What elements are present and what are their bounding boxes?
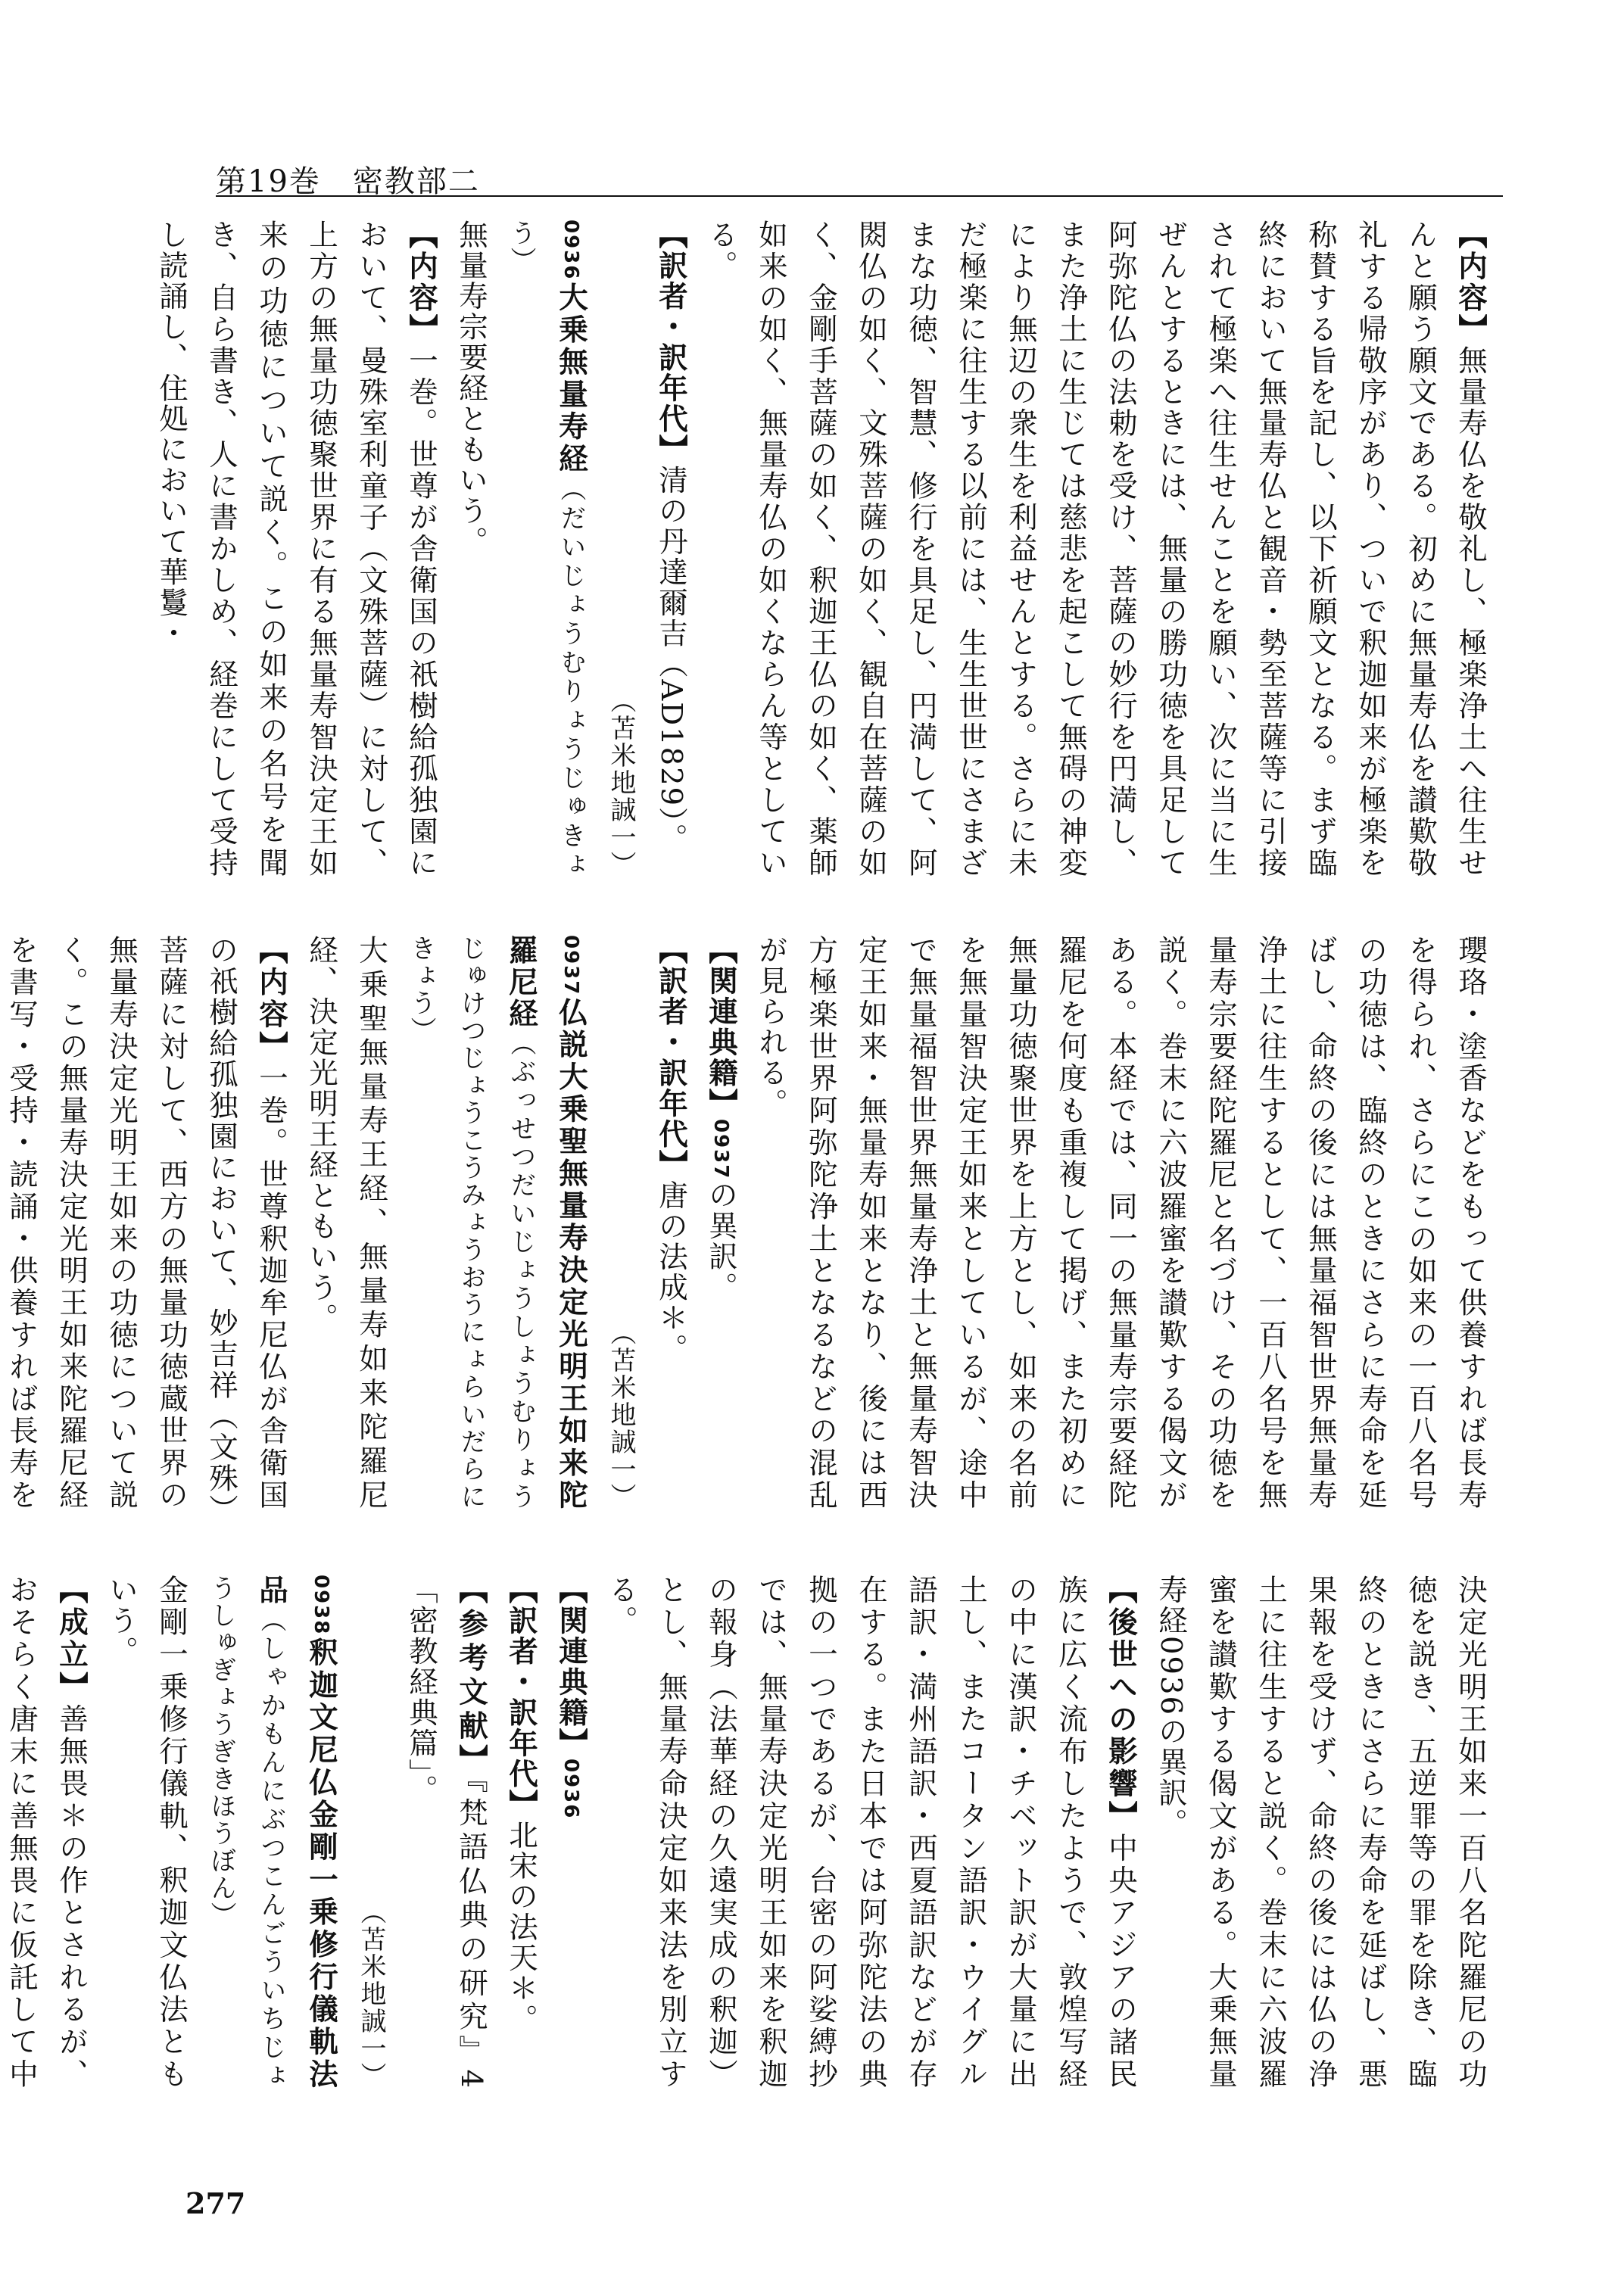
tier3-col-alias [96,1575,196,2089]
entry-number-ref: 0937 [709,1119,732,1180]
body-text: 中央アジアの諸民族に広く流布したようで、敦煌写経の中に漢訳・チベット訳が大量に出土し、またコータン語訳・ウイグル語訳・満州語訳・西夏語訳などが存在する。また日本では阿弥陀法の典拠の一つであるが、台密の阿娑縛抄では、無量寿決定光明王如来を釈迦の報身（法華経の久遠実成の釈迦）とし、無量寿命決定如来法を別立する。 [604,1575,1138,2090]
body-text: 大乗聖無量寿王経、無量寿如来陀羅尼経、決定光明王経ともいう。 [304,935,388,1510]
tier1-col-alias [446,220,496,878]
author-credit [596,935,646,1510]
running-head: 第19巻 密教部二 [216,164,480,199]
text-tier-3 [5,1575,1495,2090]
tier3-col-continued [1146,1575,1495,2089]
text-tier-1 [154,220,1495,879]
body-text: 一巻。世尊が舎衛国の祇樹給孤独園において、曼殊室利童子（文殊菩薩）に対して、上方の無量功徳聚世界に有る無量寿智決定王如来の功徳について説く。この如来の名号を聞き、自ら書き、人に書かしめ、経巻にして受持し読誦し、住処において華鬘・ [154,220,438,879]
tier2-col-translator [646,935,696,1510]
body-text: 『梵語仏典の研究』4「密教経典篇」。 [404,1575,488,2090]
entry-reading: （しゃかもんにぶつこんごういちじょうしゅぎょうぎきほうぼん） [206,1575,286,2090]
tier2-col-alias [296,935,396,1510]
body-text: 瓔珞・塗香などをもって供養すれば長寿を得られ、さらにこの如来の一百八名号の功徳は、臨終のときにさらに寿命を延ばし、命終の後には無量福智世界無量寿浄土に往生するとして、一百八名号を無量寿宗要経陀羅尼と名づけ、その功徳を説く。巻末に六波羅蜜を讃歎する偈文がある。本経では、同一の無量寿宗要経陀羅尼を何度も重複して掲げ、また初めに無量功徳聚世界を上方とし、如来の名前を無量智決定王如来としているが、途中で無量福智世界無量寿浄土と無量寿智決定王如来・無量寿如来となり、後には西方極楽世界阿弥陀浄土となるなどの混乱が見られる。 [754,935,1488,1510]
tier3-col-related [546,1575,596,2089]
entry-number-ref: 0936 [560,1759,582,1820]
body-text: 善無畏＊の作とされるが、おそらく唐末に善無畏に仮託して中 [5,1575,89,2090]
entry-number: 0938 [310,1575,332,1636]
section-label: 【訳者・訳年代】 [654,220,688,465]
body-text: 無量寿仏を敬礼し、極楽浄土へ往生せんと願う願文である。初めに無量寿仏を讃歎敬礼する帰敬序があり、ついで釈迦如来が極楽を称賛する旨を記し、以下祈願文となる。まず臨終において無量寿仏と観音・勢至菩薩等に引接されて極楽へ往生せんことを願い、次に当に生ぜんとするときには、無量の勝功徳を具足して阿弥陀仏の法勅を受け、菩薩の妙行を円満し、また浄土に生じては慈悲を起こして無碍の神変により無辺の衆生を利益せんとする。さらに未だ極楽に往生する以前には、生生世世にさまざまな功徳、智慧、修行を具足し、円満して、阿閦仏の如く、文殊菩薩の如く、観自在菩薩の如く、金剛手菩薩の如く、釈迦王仏の如く、薬師如来の如く、無量寿仏の如くならん等としている。 [704,220,1488,879]
entry-heading-0938 [196,1575,346,2089]
section-label: 【内容】 [404,220,438,345]
body-text: 北宋の法天＊。 [504,1820,538,2035]
section-label: 【関連典籍】 [554,1575,588,1759]
author-name: （苫米地誠一） [356,1899,386,2089]
entry-title: 仏説大乗聖無量寿決定光明王如来陀羅尼経 [504,935,588,1510]
entry-heading-0937 [396,935,596,1510]
tier2-col-continued [746,935,1495,1510]
tier3-col-origin [0,1575,96,2089]
entry-number: 0937 [560,935,582,996]
entry-heading-0936 [496,220,596,878]
tier1-col-translator [646,220,696,878]
section-label: 【成立】 [55,1575,89,1704]
tier3-col-translator [496,1575,546,2089]
tier3-col-references [396,1575,496,2089]
entry-title: 大乗無量寿経 [554,280,588,476]
section-label: 【参考文献】 [454,1575,488,1779]
entry-number: 0936 [560,220,582,281]
author-name: （苫米地誠一） [606,687,636,878]
section-label: 【訳者・訳年代】 [504,1575,538,1820]
author-credit [596,220,646,878]
section-label: 【内容】 [1454,220,1488,345]
tier2-col-related [696,935,746,1510]
body-text: 決定光明王如来一百八名陀羅尼の功徳を説き、五逆罪等の罪を除き、臨終のときにさらに寿命を延ばし、悪果報を受けず、命終の後には仏の浄土に往生すると説く。巻末に六波羅蜜を讃歎する偈文がある。大乗無量寿経0936の異訳。 [1154,1575,1488,2089]
author-name: （苫米地誠一） [606,1319,636,1510]
entry-title: 釈迦文尼仏金剛一乗修行儀軌法品 [254,1575,338,2089]
body-text: 無量寿宗要経ともいう。 [454,220,488,557]
section-label: 【訳者・訳年代】 [654,935,688,1180]
page-number: 277 [185,2186,246,2220]
section-label: 【内容】 [254,935,288,1064]
body-text: の異訳。 [704,1179,738,1303]
entry-reading: （ぶっせつだいじょうしょうむりょうじゅけつじょうこうみょうおうにょらいだらにきょう） [406,935,536,1511]
text-tier-2 [5,935,1495,1511]
body-text: 唐の法成＊。 [654,1180,688,1364]
header-rule [216,195,1503,197]
tier3-col-influence [596,1575,1146,2089]
tier2-col-content-0937 [0,935,296,1510]
tier1-col-content-0936 [146,220,446,878]
body-text: 清の丹達爾吉（AD1829）。 [654,465,688,854]
section-label: 【後世への影響】 [1104,1575,1138,1833]
tier1-col-content [696,220,1495,878]
entry-reading: （だいじょうむりょうじゅきょう） [506,220,586,879]
section-label: 【関連典籍】 [704,935,738,1119]
body-text: 一巻。世尊釈迦牟尼仏が舎衛国の祇樹給孤独園において、妙吉祥（文殊）菩薩に対して、西方の無量功徳蔵世界の無量寿決定光明王如来の功徳について説く。この無量寿決定光明王如来陀羅尼経を書写・受持・読誦・供養すれば長寿を [5,935,288,1511]
author-credit [346,1575,396,2089]
body-text: 金剛一乗修行儀軌、釈迦文仏法ともいう。 [104,1575,189,2089]
